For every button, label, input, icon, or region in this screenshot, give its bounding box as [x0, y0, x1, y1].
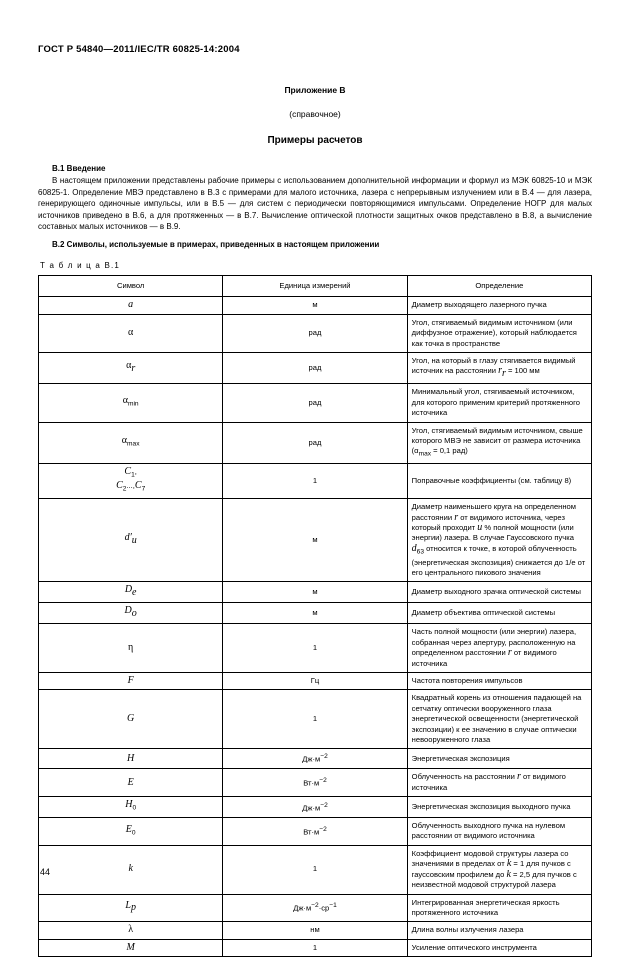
cell-definition: Коэффициент модовой структуры лазера со значениями в пределах от k = 1 для пучков с гауссовским профилем до k = 2,5 для пучков с неизвестной модовой структурой лазера: [407, 845, 591, 894]
cell-unit: 1: [223, 939, 407, 956]
cell-unit: 1: [223, 624, 407, 673]
cell-definition: Угол, на который в глазу стягивается видимый источник на расстоянии $r_r = 100$ мм: [407, 353, 591, 384]
cell-symbol: $\alpha_r$: [39, 353, 223, 384]
cell-symbol: $d'_u$: [39, 499, 223, 582]
table-row: [39, 797, 592, 818]
cell-symbol: $\alpha_{min}$: [39, 384, 223, 422]
table-row: [39, 690, 592, 749]
table-row: [39, 624, 592, 673]
cell-unit: Гц: [223, 672, 407, 689]
cell-definition: Облученность выходного пучка на нулевом расстоянии от видимого источника: [407, 818, 591, 846]
cell-symbol: $D_e$: [39, 582, 223, 603]
table-row: [39, 939, 592, 956]
column-header-definition: Определение: [407, 275, 591, 296]
cell-unit: $Дж\cdot м^{-2}\cdot ср^{-1}$: [223, 894, 407, 922]
cell-unit: $Вт\cdot м^{-2}$: [223, 818, 407, 846]
cell-unit: 1: [223, 845, 407, 894]
cell-definition: Диаметр объектива оптической системы: [407, 603, 591, 624]
cell-unit: м: [223, 582, 407, 603]
table-row: [39, 845, 592, 894]
table-row: [39, 353, 592, 384]
table-row: [39, 384, 592, 422]
table-row: [39, 582, 592, 603]
cell-definition: Минимальный угол, стягиваемый источником, для которого применим критерий протяженного источника: [407, 384, 591, 422]
cell-unit: м: [223, 297, 407, 314]
page-number: 44: [40, 867, 51, 877]
table-row: [39, 894, 592, 922]
cell-definition: Облученность на расстоянии r от видимого источника: [407, 769, 591, 797]
cell-unit: 1: [223, 464, 407, 499]
cell-symbol: λ: [39, 922, 223, 939]
section-heading-symbols: В.2 Символы, используемые в примерах, приведенных в настоящем приложении: [52, 239, 380, 249]
cell-definition: Диаметр выходного зрачка оптической системы: [407, 582, 591, 603]
cell-unit: нм: [223, 922, 407, 939]
cell-definition: Энергетическая экспозиция выходного пучка: [407, 797, 591, 818]
cell-definition: Часть полной мощности (или энергии) лазера, собранная через апертуру, расположенную на определенном расстоянии r от видимого источника: [407, 624, 591, 673]
table-row: [39, 672, 592, 689]
annex-type: (справочное): [289, 109, 341, 119]
cell-symbol: $C_1$, $C_2...,C_7$: [39, 464, 223, 499]
table-row: [39, 314, 592, 352]
cell-definition: Энергетическая экспозиция: [407, 749, 591, 769]
cell-definition: Поправочные коэффициенты (см. таблицу 8): [407, 464, 591, 499]
cell-symbol: G: [39, 690, 223, 749]
cell-definition: Диаметр выходящего лазерного пучка: [407, 297, 591, 314]
cell-symbol: $L_p$: [39, 894, 223, 922]
cell-symbol: a: [39, 297, 223, 314]
cell-symbol: $E_0$: [39, 818, 223, 846]
cell-definition: Частота повторения импульсов: [407, 672, 591, 689]
cell-symbol: E: [39, 769, 223, 797]
cell-definition: Угол, стягиваемый видимым источником, свыше которого МВЭ не зависит от размера источника ($\alpha_{max} = 0,1$ рад): [407, 422, 591, 464]
table-row: [39, 603, 592, 624]
cell-unit: $Вт\cdot м^{-2}$: [223, 769, 407, 797]
cell-definition: Квадратный корень из отношения падающей на сетчатку оптически вооруженного глаза энергетической освещенности (энергетической экспозиции) к ее значению в случае оптически невооруженного глаза: [407, 690, 591, 749]
table-row: [39, 297, 592, 314]
page-header: ГОСТ Р 54840—2011/IEC/TR 60825-14:2004: [38, 44, 240, 55]
cell-unit: 1: [223, 690, 407, 749]
cell-symbol: H: [39, 749, 223, 769]
section-heading-intro: В.1 Введение: [52, 164, 106, 173]
cell-unit: рад: [223, 314, 407, 352]
cell-symbol: α: [39, 314, 223, 352]
table-row: [39, 464, 592, 499]
table-row: [39, 749, 592, 769]
cell-definition: Длина волны излучения лазера: [407, 922, 591, 939]
cell-symbol: $D_o$: [39, 603, 223, 624]
cell-unit: $Дж\cdot м^{-2}$: [223, 797, 407, 818]
symbols-table-body: [39, 297, 592, 957]
intro-paragraph: В настоящем приложении представлены рабочие примеры с использованием дополнительной информации и формул из МЭК 60825-10 и МЭК 60825-1. Определение МВЭ представлено в В.3 с примерами для малого источника, лазера с непрерывным излучением или в В.4 — для лазера, генерирующего одиночные импульсы, или в В.5 — для систем с периодически повторяющимися импульсами. Определение НОГР для малых источников приведено в В.6, а для протяженных — в В.7. Вычисление оптической плотности защитных очков представлено в В.8, а вычисление составных малых источников — в В.9.: [38, 176, 592, 232]
table-row: [39, 922, 592, 939]
cell-symbol: M: [39, 939, 223, 956]
cell-definition: Диаметр наименьшего круга на определенном расстоянии r от видимого источника, через который проходит u % полной мощности (или энергии) лазера. В случае Гауссовского пучка $d_{63}$ относится к точке, в которой облученность (энергетическая экспозиция) снижается до 1/e от его центрального пикового значения: [407, 499, 591, 582]
table-row: [39, 422, 592, 464]
cell-unit: $Дж\cdot м^{-2}$: [223, 749, 407, 769]
column-header-unit: Единица измерений: [223, 275, 407, 296]
cell-definition: Угол, стягиваемый видимым источником (или диффузное отражение), который наблюдается как точка в пространстве: [407, 314, 591, 352]
cell-definition: Интегрированная энергетическая яркость протяженного источника: [407, 894, 591, 922]
cell-symbol: η: [39, 624, 223, 673]
cell-unit: м: [223, 603, 407, 624]
cell-symbol: $\alpha_{max}$: [39, 422, 223, 464]
table-row: [39, 499, 592, 582]
table-header-row: [39, 275, 592, 296]
cell-unit: рад: [223, 422, 407, 464]
cell-unit: рад: [223, 384, 407, 422]
table-row: [39, 818, 592, 846]
cell-symbol: k: [39, 845, 223, 894]
annex-label: Приложение В: [284, 85, 346, 95]
table-caption: Т а б л и ц а В.1: [40, 260, 121, 270]
column-header-symbol: Символ: [39, 275, 223, 296]
cell-symbol: $H_0$: [39, 797, 223, 818]
table-row: [39, 769, 592, 797]
cell-symbol: F: [39, 672, 223, 689]
cell-unit: м: [223, 499, 407, 582]
cell-definition: Усиление оптического инструмента: [407, 939, 591, 956]
symbols-table: [38, 275, 592, 957]
annex-title: Примеры расчетов: [267, 135, 363, 146]
cell-unit: рад: [223, 353, 407, 384]
